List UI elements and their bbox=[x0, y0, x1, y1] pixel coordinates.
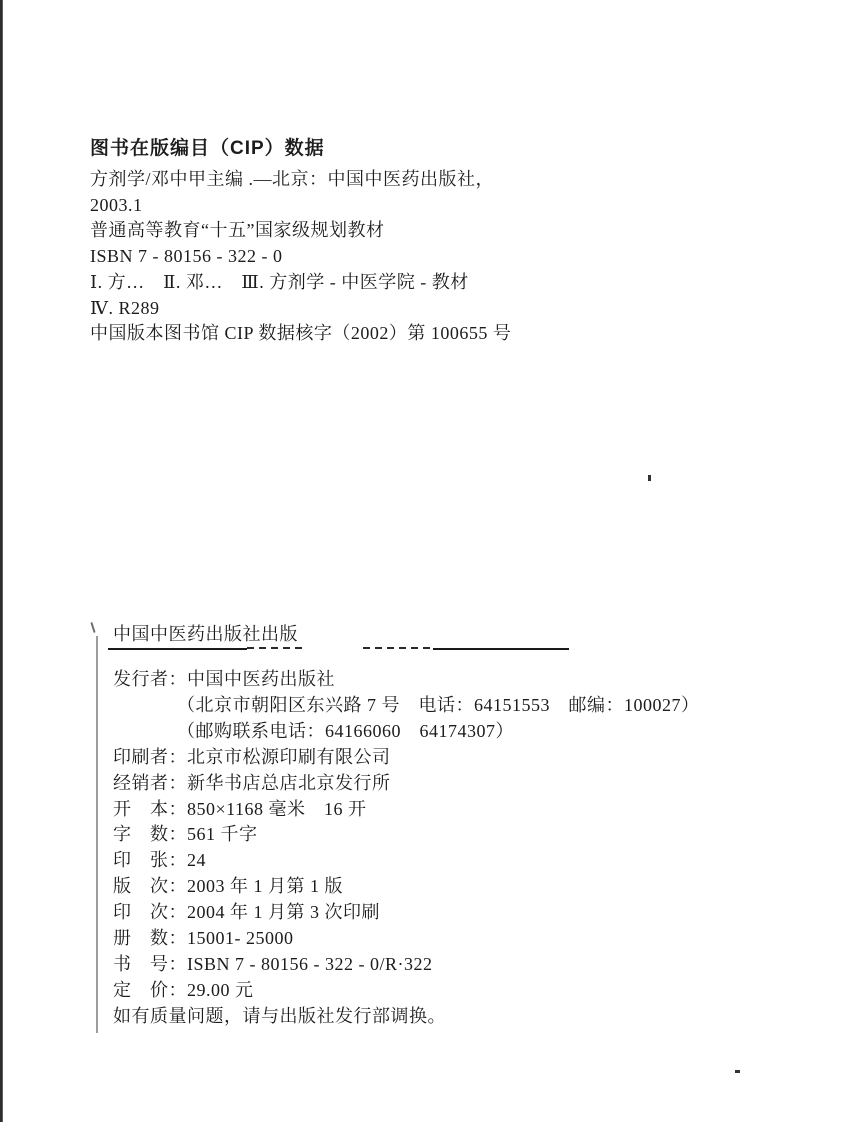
scan-speck bbox=[648, 475, 651, 481]
colophon-row-impression: 印 次：2004 年 1 月第 3 次印刷 bbox=[113, 902, 380, 923]
colophon-block bbox=[113, 624, 713, 1030]
colophon-row-printed-sheets: 印 张：24 bbox=[113, 850, 206, 871]
scan-fold-tick bbox=[90, 622, 95, 633]
cip-line-year: 2003.1 bbox=[90, 194, 143, 215]
cip-line-class-number: Ⅳ. R289 bbox=[90, 297, 160, 318]
cip-line-title: 方剂学/邓中甲主编 .—北京：中国中医药出版社， bbox=[90, 169, 494, 189]
colophon-row-format: 开 本：850×1168 毫米 16 开 bbox=[113, 798, 367, 819]
colophon-row-price: 定 价：29.00 元 bbox=[113, 979, 254, 1000]
colophon-row-seller: 经销者：新华书店总店北京发行所 bbox=[113, 772, 391, 793]
colophon-row-book-number: 书 号：ISBN 7 - 80156 - 322 - 0/R·322 bbox=[113, 953, 433, 974]
colophon-row-quality-notice: 如有质量问题，请与出版社发行部调换。 bbox=[113, 1005, 446, 1026]
cip-line-classification: Ⅰ. 方… Ⅱ. 邓… Ⅲ. 方剂学 - 中医学院 - 教材 bbox=[90, 271, 469, 292]
cip-line-verification-number: 中国版本图书馆 CIP 数据核字（2002）第 100655 号 bbox=[90, 323, 512, 344]
colophon-rows bbox=[113, 667, 713, 1030]
colophon-row-print-run: 册 数：15001- 25000 bbox=[113, 928, 294, 949]
cip-block bbox=[90, 138, 650, 347]
colophon-row-edition: 版 次：2003 年 1 月第 1 版 bbox=[113, 876, 343, 897]
colophon-row-mailorder-phone: （邮购联系电话：64166060 64174307） bbox=[177, 720, 514, 741]
colophon-row-address: （北京市朝阳区东兴路 7 号 电话：64151553 邮编：100027） bbox=[177, 694, 700, 715]
cip-line-isbn: ISBN 7 - 80156 - 322 - 0 bbox=[90, 246, 283, 267]
page-scan-left-edge bbox=[0, 0, 3, 1122]
scan-speck bbox=[735, 1070, 740, 1073]
cip-line-series: 普通高等教育“十五”国家级规划教材 bbox=[90, 220, 385, 241]
publisher-line: 中国中医药出版社出版 bbox=[113, 624, 298, 644]
scan-fold-line bbox=[96, 636, 98, 1033]
colophon-row-word-count: 字 数：561 千字 bbox=[113, 824, 258, 845]
colophon-row-printer: 印刷者：北京市松源印刷有限公司 bbox=[113, 746, 391, 767]
cip-heading: 图书在版编目（CIP）数据 bbox=[90, 138, 325, 159]
colophon-row-distributor: 发行者：中国中医药出版社 bbox=[113, 669, 335, 689]
